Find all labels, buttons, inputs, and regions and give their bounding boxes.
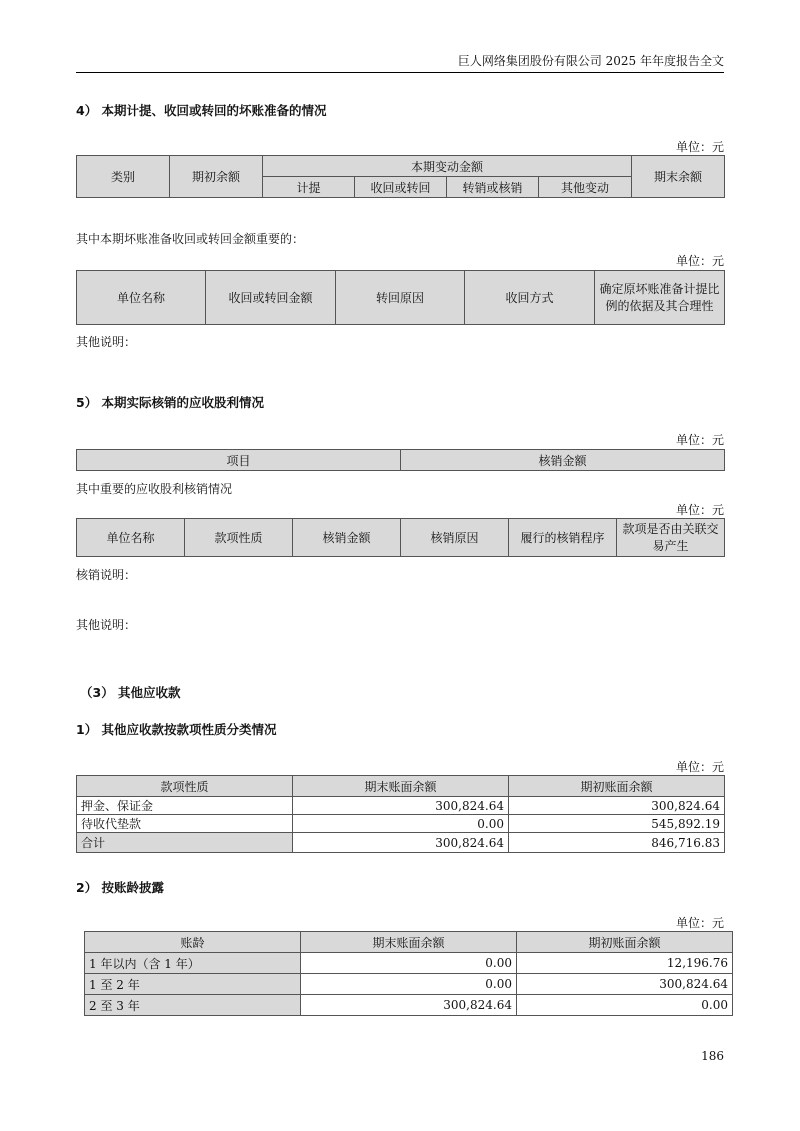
col-method: 收回方式 [465,271,595,325]
col-nature: 款项性质 [77,776,293,797]
section5-sub-note: 其中重要的应收股利核销情况 [76,482,233,496]
unit-label: 单位：元 [675,140,724,154]
row-closing: 300,824.64 [293,797,509,815]
section5-writeoff-note: 核销说明： [76,568,137,582]
section4-other-note: 其他说明： [76,335,137,349]
row-opening: 846,716.83 [509,833,725,853]
col-reason: 转回原因 [336,271,465,325]
row-name: 2 至 3 年 [85,995,301,1016]
other-receivables-title: （3） 其他应收款 [80,685,181,700]
col-closing-balance: 期末余额 [632,156,725,198]
col-writeoff: 转销或核销 [447,177,539,198]
col-unit-name: 单位名称 [77,271,206,325]
row-closing: 300,824.64 [293,833,509,853]
row-closing: 0.00 [301,953,517,974]
col-writeoff-amount: 核销金额 [293,519,401,557]
col-category: 类别 [77,156,170,198]
col-procedure: 履行的核销程序 [509,519,617,557]
section4-sub-note: 其中本期坏账准备收回或转回金额重要的： [76,232,305,246]
col-opening-balance: 期初余额 [170,156,263,198]
col-recovered: 收回或转回 [355,177,447,198]
section5-title: 5） 本期实际核销的应收股利情况 [76,395,265,410]
col-closing-balance: 期末账面余额 [293,776,509,797]
dividend-writeoff-detail-table [76,518,725,557]
row-opening: 12,196.76 [517,953,733,974]
row-name: 1 至 2 年 [85,974,301,995]
row-name: 合计 [77,833,293,853]
col-recovered-amount: 收回或转回金额 [206,271,336,325]
bad-debt-provision-table [76,155,725,198]
row-closing: 300,824.64 [301,995,517,1016]
by-aging-title: 2） 按账龄披露 [76,880,165,895]
unit-label: 单位：元 [675,503,724,517]
table-row [77,815,725,833]
row-name: 待收代垫款 [77,815,293,833]
col-opening-balance: 期初账面余额 [509,776,725,797]
row-closing: 0.00 [293,815,509,833]
col-closing-balance: 期末账面余额 [301,932,517,953]
section5-other-note: 其他说明： [76,618,137,632]
report-header-title: 巨人网络集团股份有限公司 2025 年年度报告全文 [457,54,724,68]
col-item: 项目 [77,450,401,471]
row-name: 1 年以内（含 1 年） [85,953,301,974]
table-row-total [77,833,725,853]
dividend-writeoff-table [76,449,725,471]
col-change-group: 本期变动金额 [263,156,632,177]
by-nature-title: 1） 其他应收款按款项性质分类情况 [76,722,277,737]
receivables-by-nature-table [76,775,725,853]
col-other-change: 其他变动 [539,177,632,198]
row-opening: 0.00 [517,995,733,1016]
unit-label: 单位：元 [675,254,724,268]
col-opening-balance: 期初账面余额 [517,932,733,953]
col-writeoff-amount: 核销金额 [401,450,725,471]
row-name: 押金、保证金 [77,797,293,815]
table-row [85,995,733,1016]
receivables-by-aging-table [84,931,733,1016]
header-divider [76,72,724,73]
unit-label: 单位：元 [675,760,724,774]
recovery-detail-table [76,270,725,325]
col-related: 款项是否由关联交易产生 [617,519,725,557]
table-row [85,974,733,995]
col-unit-name: 单位名称 [77,519,185,557]
row-opening: 300,824.64 [517,974,733,995]
section4-title: 4） 本期计提、收回或转回的坏账准备的情况 [76,103,327,118]
row-opening: 300,824.64 [509,797,725,815]
row-opening: 545,892.19 [509,815,725,833]
unit-label: 单位：元 [675,433,724,447]
table-row [77,797,725,815]
unit-label: 单位：元 [675,916,724,930]
col-accrual: 计提 [263,177,355,198]
col-basis: 确定原坏账准备计提比例的依据及其合理性 [595,271,725,325]
page-number: 186 [701,1049,724,1063]
row-closing: 0.00 [301,974,517,995]
table-row [85,953,733,974]
col-aging: 账龄 [85,932,301,953]
col-writeoff-reason: 核销原因 [401,519,509,557]
col-nature: 款项性质 [185,519,293,557]
